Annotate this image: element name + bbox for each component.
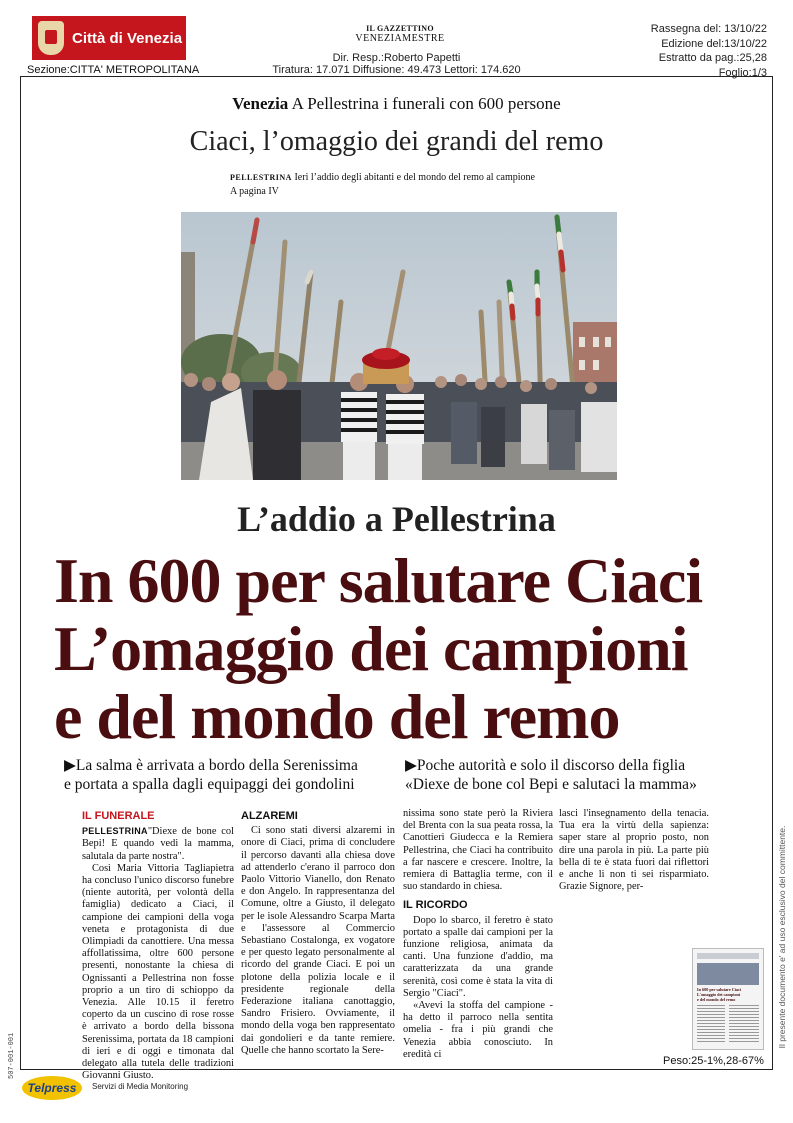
column-heading-ricordo: IL RICORDO xyxy=(403,899,468,912)
media-monitoring-label: Servizi di Media Monitoring xyxy=(92,1082,189,1091)
teaser-subline-text: Ieri l’addio degli abitanti e del mondo del remo al campione xyxy=(294,172,535,183)
thumbnail-headline-line2: L'omaggio dei campioni xyxy=(697,992,741,997)
deck-right xyxy=(405,756,697,794)
deck-right-arrow-icon: ▶ xyxy=(405,757,417,774)
teaser-subline xyxy=(230,172,535,183)
publication-logo xyxy=(355,24,445,44)
publication-logo-line1: IL GAZZETTINO xyxy=(366,24,434,33)
thumbnail-header-bar xyxy=(697,953,759,959)
clipping-weight: Peso:25-1%,28-67% xyxy=(663,1055,764,1067)
thumbnail-headline xyxy=(697,987,759,1002)
col4-paragraph-1: lasci l'insegnamento della tenacia. Tua era la virtù della sapienza: saper stare al proprio posto, non dire una parola in più. La parte più bella di te è stata fuori dai riflettori e anche li non ti sei risparmiato. Grazie Signore, per- xyxy=(559,808,709,893)
deck-right-line1: Poche autorità e solo il discorso della figlia xyxy=(416,757,686,774)
deck-right-line2: «Diexe de bone col Bepi e salutaci la mamma» xyxy=(405,776,697,793)
city-crest-icon xyxy=(38,21,64,55)
thumbnail-photo xyxy=(697,963,759,985)
article-column-3 xyxy=(403,808,553,1061)
main-headline-line3: e del mondo del remo xyxy=(54,681,620,752)
side-code-wrapper xyxy=(2,1000,16,1080)
col3-paragraph-3: «Avevi la stoffa del campione - ha detto il parroco nella sentita omelia - fra i più grandi che Venezia abbia conosciuto. In eredità ci xyxy=(403,1000,553,1060)
kicker-text: A Pellestrina i funerali con 600 persone xyxy=(291,94,561,113)
deck-left-line2: e portata a spalla dagli equipaggi dei gondolini xyxy=(64,776,355,793)
thumbnail-text-block xyxy=(729,1005,759,1043)
teaser-subline-label: PELLESTRINA xyxy=(230,173,292,182)
director-line: Dir. Resp.:Roberto Papetti xyxy=(332,52,461,64)
col2-paragraph-1: Ci sono stati diversi alzaremi in onore di Ciaci, prima di concludere il percorso davanti alla chiesa dove ad attenderlo c'erano il parroco don Paolo Vittorio Vianello, don Renato e don Angelo. In rappresentanza del Comune, oltre a Giusto, il delegato per le isole Alessandro Scarpa Marta e l'assessore al Commercio Sebastiano Costalonga, ex vogatore e per questo legato personalmente al ricordo del grande Ciaci. E poi un plotone della polizia locale e il presidente regionale della Federazione italiana canottaggio, Sandro Frisiero. Ovviamente, il mondo della voga ben rappresentato dai gondolieri e da tante remiere. Quelle che hanno scortato la Sere- xyxy=(241,825,395,1056)
page-reference: A pagina IV xyxy=(230,186,279,197)
deck-left-arrow-icon: ▶ xyxy=(64,757,76,774)
dateline: PELLESTRINA xyxy=(82,826,148,837)
article-column-4 xyxy=(559,808,709,893)
meta-sheet: Foglio:1/3 xyxy=(718,66,767,79)
col3-paragraph-1: nissima sono state però la Riviera del Brenta con la sua peata rossa, la Canottieri Giudecca e la Remiera Pellestrina, che Ciaci ha contribuito a far nascere e crescere. Inoltre, la remiera di Battaglia terme, con il suo standardo in chiesa. xyxy=(403,808,553,893)
side-disclaimer: Il presente documento e' ad uso esclusivo del committente. xyxy=(777,825,787,1049)
telpress-logo-text: Telpress xyxy=(27,1081,77,1095)
article-column-1 xyxy=(82,808,234,1082)
thumbnail-text-block xyxy=(697,1005,725,1043)
main-headline-line2: L’omaggio dei campioni xyxy=(54,613,688,684)
circulation-line: Tiratura: 17.071 Diffusione: 49.473 Lettori: 174.620 xyxy=(272,64,521,76)
press-review-meta xyxy=(651,22,767,80)
meta-page-extract: Estratto da pag.:25,28 xyxy=(658,52,767,65)
page-thumbnail xyxy=(692,948,764,1050)
main-headline-line1: In 600 per salutare Ciaci xyxy=(54,545,703,616)
funeral-photo xyxy=(181,212,617,480)
thumbnail-headline-line3: e del mondo del remo xyxy=(697,997,736,1002)
telpress-logo xyxy=(22,1076,82,1100)
section-label: Sezione:CITTA' METROPOLITANA xyxy=(27,64,200,76)
article-column-2 xyxy=(241,808,395,1057)
publication-logo-line2: VENEZIAMESTRE xyxy=(355,33,445,44)
teaser-headline: Ciaci, l’omaggio dei grandi del remo xyxy=(189,126,604,157)
deck-left xyxy=(64,756,358,794)
kicker xyxy=(0,94,793,114)
col1-paragraph-1: "Diexe de bone col Bepi! E quando vedi la mamma, salutala da parte nostra". xyxy=(82,826,234,862)
column-heading-alzaremi: ALZAREMI xyxy=(241,810,298,822)
col3-paragraph-2: Dopo lo sbarco, il feretro è stato portato a spalle dai campioni per la funzione religiosa, animata da canti. Una funzione d'addio, ma caratterizzata da una grande serenità, così come è stata la vita di Sergio "Ciaci". xyxy=(403,914,553,999)
meta-review-date: Rassegna del: 13/10/22 xyxy=(650,23,767,35)
deck-left-line1: La salma è arrivata a bordo della Serenissima xyxy=(75,757,358,774)
meta-edition-date: Edizione del:13/10/22 xyxy=(661,37,767,50)
column-heading-funerale: IL FUNERALE xyxy=(82,810,155,822)
thumbnail-headline-line1: In 600 per salutare Ciaci xyxy=(697,987,742,992)
col1-paragraph-2: Così Maria Vittoria Tagliapietra ha concluso l'unico discorso funebre (niente autorità, per volontà della famiglia) dedicato a Ciaci, il campione dei campioni della voga veneta e protagonista di due Olimpiadi da canottiere. Una messa affollatissima, oltre 600 persone presenti, nonostante la chiesa di Ognissanti a Pellestrina non fosse proprio a un tiro di schioppo da Venezia. Alle 10.15 il feretro coperto da un cuscino di rose rosse è arrivato a bordo della bissona Serenissima, portata da 18 campioni di ieri e di oggi e timonata dal delegato alla tutela delle tradizioni Giovanni Giusto. xyxy=(82,862,234,1082)
city-logo-text: Città di Venezia xyxy=(72,29,183,47)
side-disclaimer-wrapper xyxy=(772,822,792,1072)
section-heading: L’addio a Pellestrina xyxy=(237,499,556,539)
side-code: 507-001-001 xyxy=(8,1032,16,1079)
kicker-place: Venezia xyxy=(232,94,289,113)
